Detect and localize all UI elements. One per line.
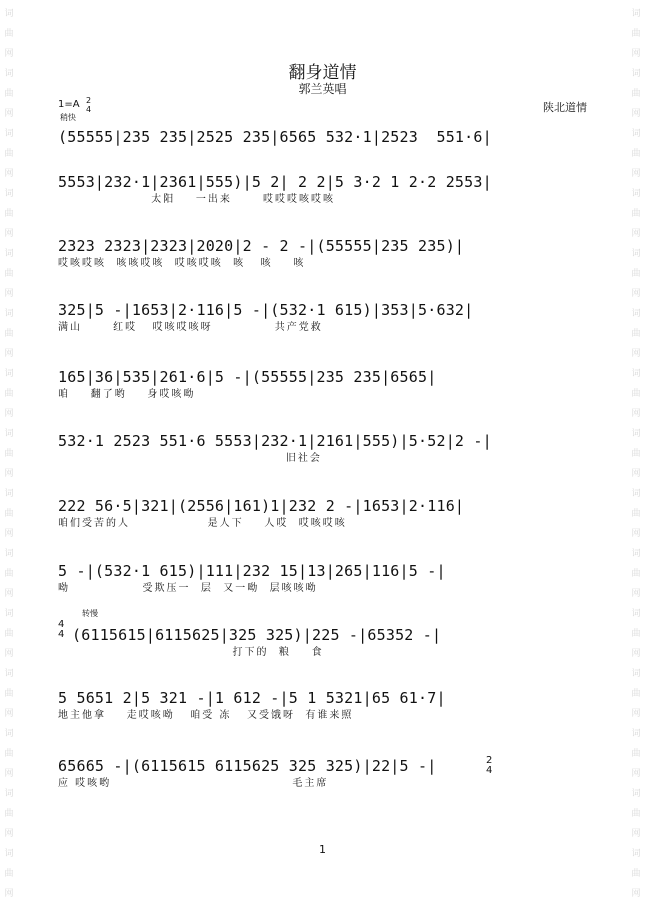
watermark-char: 网	[631, 109, 641, 119]
watermark-char: 网	[631, 889, 641, 899]
lyrics-line: 太阳 一出来 哎哎哎咳哎咳	[58, 194, 336, 205]
page-number: 1	[319, 843, 326, 856]
watermark-char: 词	[631, 249, 641, 259]
time-signature-top: 2	[86, 96, 92, 105]
watermark-char: 词	[4, 189, 14, 199]
watermark-char: 网	[4, 829, 14, 839]
score-row	[58, 687, 593, 723]
watermark-char: 曲	[4, 89, 14, 99]
watermark-char: 网	[4, 109, 14, 119]
time-signature-bottom: 4	[86, 105, 92, 114]
watermark-char: 网	[4, 709, 14, 719]
melody-line: 325|5 -|1653|2·116|5 -|(532·1 615)|353|5·632|	[58, 301, 474, 319]
watermark-char: 网	[631, 649, 641, 659]
watermark-char: 网	[4, 229, 14, 239]
watermark-char: 曲	[4, 209, 14, 219]
watermark-char: 词	[4, 429, 14, 439]
watermark-char: 曲	[631, 869, 641, 879]
watermark-char: 词	[631, 849, 641, 859]
watermark-char: 网	[631, 49, 641, 59]
melody-line: 532·1 2523 551·6 5553|232·1|2161|555)|5·52|2 -|	[58, 432, 492, 450]
watermark-char: 曲	[4, 149, 14, 159]
watermark-char: 曲	[631, 209, 641, 219]
watermark-char: 曲	[4, 629, 14, 639]
watermark-char: 网	[4, 889, 14, 899]
watermark-char: 曲	[631, 629, 641, 639]
watermark-char: 曲	[631, 149, 641, 159]
score-row	[58, 366, 593, 402]
melody-line: (55555|235 235|2525 235|6565 532·1|2523 551·6|	[58, 128, 492, 146]
watermark-char: 网	[631, 469, 641, 479]
lyrics-line: 哎咳哎咳 咳咳哎咳 哎咳哎咳 咳 咳 咳	[58, 258, 306, 269]
watermark-char: 词	[4, 549, 14, 559]
watermark-char: 曲	[631, 389, 641, 399]
watermark-char: 网	[4, 349, 14, 359]
watermark-char: 词	[631, 669, 641, 679]
watermark-char: 词	[631, 129, 641, 139]
watermark-char: 曲	[4, 389, 14, 399]
watermark-char: 曲	[4, 509, 14, 519]
watermark-char: 网	[631, 409, 641, 419]
watermark-char: 词	[4, 849, 14, 859]
watermark-char: 网	[4, 49, 14, 59]
time-signature-bottom: 4	[486, 765, 493, 776]
key-signature: 1=A	[58, 99, 80, 110]
watermark-char: 网	[631, 229, 641, 239]
score-row	[72, 624, 593, 660]
watermark-char: 词	[631, 549, 641, 559]
watermark-char: 词	[4, 249, 14, 259]
watermark-char: 曲	[4, 869, 14, 879]
watermark-char: 词	[631, 309, 641, 319]
score-row	[58, 560, 593, 596]
watermark-char: 词	[4, 729, 14, 739]
lyrics-line: 咱 翻了哟 身哎咳呦	[58, 389, 196, 400]
melody-line: 5553|232·1|2361|555)|5 2| 2 2|5 3·2 1 2·2 2553|	[58, 173, 492, 191]
lyrics-line: 打下的 粮 食	[72, 647, 324, 658]
tempo-marking: 稍快	[60, 113, 76, 122]
score-row	[58, 235, 593, 271]
watermark-char: 网	[631, 769, 641, 779]
watermark-char: 网	[631, 709, 641, 719]
watermark-char: 曲	[631, 749, 641, 759]
watermark-char: 词	[4, 69, 14, 79]
watermark-char: 曲	[631, 329, 641, 339]
watermark-char: 曲	[631, 809, 641, 819]
watermark-char: 曲	[4, 269, 14, 279]
lyrics-line: 满山 红哎 哎咳哎咳呀 共产党救	[58, 322, 323, 333]
watermark-char: 词	[631, 489, 641, 499]
melody-line: 2323 2323|2323|2020|2 - 2 -|(55555|235 235)|	[58, 237, 465, 255]
watermark-char: 词	[4, 609, 14, 619]
melody-line: 5 5651 2|5 321 -|1 612 -|5 1 5321|65 61·7|	[58, 689, 446, 707]
time-signature-top: 2	[486, 755, 493, 766]
watermark-char: 网	[4, 769, 14, 779]
watermark-char: 词	[631, 189, 641, 199]
watermark-char: 曲	[4, 329, 14, 339]
watermark-char: 网	[4, 469, 14, 479]
watermark-char: 网	[631, 289, 641, 299]
watermark-char: 词	[631, 369, 641, 379]
watermark-char: 词	[631, 729, 641, 739]
score-row	[58, 495, 593, 531]
score-row	[58, 299, 593, 335]
time-signature-top: 4	[58, 619, 65, 630]
watermark-char: 曲	[631, 509, 641, 519]
watermark-char: 词	[4, 489, 14, 499]
genre-label: 陕北道情	[543, 101, 587, 114]
watermark-char: 词	[4, 9, 14, 19]
watermark-char: 曲	[4, 569, 14, 579]
watermark-char: 曲	[4, 689, 14, 699]
lyrics-line: 咱们受苦的人 是人下 人哎 哎咳哎咳	[58, 518, 347, 529]
watermark-char: 曲	[631, 689, 641, 699]
watermark-char: 曲	[4, 29, 14, 39]
watermark-char: 曲	[4, 449, 14, 459]
watermark-char: 曲	[631, 269, 641, 279]
watermark-char: 网	[631, 829, 641, 839]
melody-line: 222 56·5|321|(2556|161)1|232 2 -|1653|2·116|	[58, 497, 465, 515]
lyrics-line: 应 哎咳哟 毛主席	[58, 778, 329, 789]
melody-line: 165|36|535|261·6|5 -|(55555|235 235|6565|	[58, 368, 437, 386]
watermark-left	[0, 0, 18, 899]
watermark-char: 词	[4, 309, 14, 319]
watermark-char: 网	[631, 169, 641, 179]
watermark-char: 曲	[631, 29, 641, 39]
time-signature-change	[58, 620, 64, 640]
melody-line: 5 -|(532·1 615)|111|232 15|13|265|116|5 -|	[58, 562, 446, 580]
watermark-char: 网	[631, 589, 641, 599]
watermark-char: 曲	[4, 749, 14, 759]
song-title: 翻身道情	[288, 63, 357, 83]
watermark-char: 网	[4, 289, 14, 299]
watermark-char: 网	[4, 409, 14, 419]
watermark-char: 词	[631, 429, 641, 439]
watermark-char: 词	[4, 669, 14, 679]
watermark-char: 曲	[4, 809, 14, 819]
tempo-change-marking: 转慢	[82, 609, 98, 618]
melody-line: 65665 -|(6115615 6115625 325 325)|22|5 -|	[58, 757, 437, 775]
lyrics-line: 地主他拿 走哎咳呦 咱受 冻 又受饿呀 有谁来照	[58, 710, 354, 721]
watermark-char: 网	[4, 649, 14, 659]
melody-line: (6115615|6115625|325 325)|225 -|65352 -|	[72, 626, 442, 644]
time-signature-bottom: 4	[58, 629, 65, 640]
watermark-char: 网	[4, 529, 14, 539]
watermark-char: 词	[631, 9, 641, 19]
score-row	[58, 171, 593, 207]
lyrics-line: 旧社会	[58, 453, 322, 464]
watermark-char: 网	[4, 169, 14, 179]
watermark-char: 词	[631, 609, 641, 619]
watermark-char: 曲	[631, 449, 641, 459]
watermark-char: 词	[631, 69, 641, 79]
watermark-char: 曲	[631, 569, 641, 579]
watermark-right	[627, 0, 645, 899]
singer-credit: 郭兰英唱	[298, 82, 347, 96]
watermark-char: 词	[4, 789, 14, 799]
watermark-char: 网	[4, 589, 14, 599]
lyrics-line	[58, 148, 593, 162]
score-row	[58, 126, 593, 162]
watermark-char: 词	[4, 369, 14, 379]
score-row	[58, 430, 593, 466]
watermark-char: 网	[631, 529, 641, 539]
watermark-char: 词	[4, 129, 14, 139]
watermark-char: 网	[631, 349, 641, 359]
watermark-char: 曲	[631, 89, 641, 99]
score-row	[58, 755, 593, 791]
time-signature	[86, 96, 91, 114]
lyrics-line: 呦 受欺压一 层 又一呦 层咳咳呦	[58, 583, 318, 594]
watermark-char: 词	[631, 789, 641, 799]
